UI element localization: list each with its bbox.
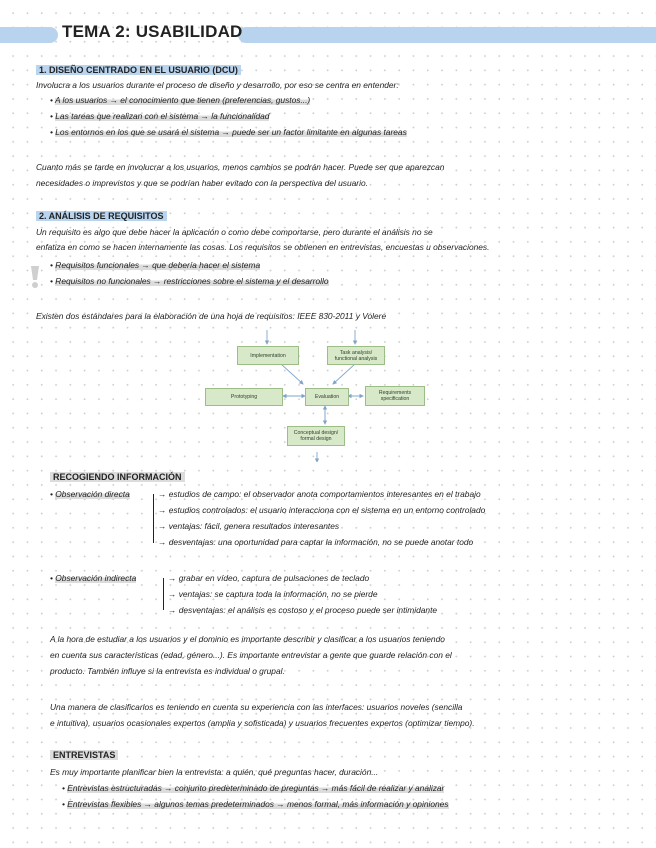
observacion-directa-label: • Observación directa — [50, 489, 130, 499]
diagram-box-requirements: Requirements specification — [365, 386, 425, 406]
usuarios-paragraph-line: en cuenta sus características (edad, género...). Es importante entrevistar a gente que guarde relación con el — [50, 650, 452, 660]
requisitos-intro-line: Un requisito es algo que debe hacer la aplicación o como debe comportarse, pero durante el análisis no se — [36, 227, 433, 237]
exclamation-icon — [28, 264, 42, 290]
dcu-paragraph-line: necesidades o imprevistos y que se podrían haber evitado con la perspectiva del usuario. — [36, 178, 368, 188]
standards-text: Existen dos estándares para la elaboración de una hoja de requisitos: IEEE 830-2011 y Volere — [36, 311, 387, 321]
design-cycle-diagram — [205, 330, 429, 462]
diagram-box-conceptual-design: Conceptual design/ formal design — [287, 426, 345, 446]
requisitos-bullet: • Requisitos funcionales → que debería hacer el sistema — [50, 260, 261, 270]
directa-item: → ventajas: fácil, genera resultados interesantes — [158, 521, 340, 531]
dcu-bullet: • A los usuarios → el conocimiento que tienen (preferencias, gustos...) — [50, 95, 311, 105]
directa-item: → desventajas: una oportunidad para captar la información, no se puede anotar todo — [158, 537, 474, 547]
clasificacion-paragraph-line: e intuitiva), usuarios ocasionales expertos (amplia y sofisticada) y usuarios frecuentes expertos (optimizar tiempo). — [50, 718, 475, 728]
indirecta-item: → desventajas: el análisis es costoso y el proceso puede ser intimidante — [168, 605, 438, 615]
diagram-box-prototyping: Prototyping — [205, 388, 283, 406]
requisitos-intro-line: enfatiza en como se hacen internamente las cosas. Los requisitos se obtienen en entrevistas, encuestas u observaciones. — [36, 242, 490, 252]
indirecta-item: → ventajas: se captura toda la información, no se pierde — [168, 589, 378, 599]
dcu-bullet: • Los entornos en los que se usará el sistema → puede ser un factor limitante en algunas tareas — [50, 127, 407, 137]
section-heading-recogiendo: RECOGIENDO INFORMACIÓN — [50, 472, 185, 482]
usuarios-paragraph-line: A la hora de estudiar a los usuarios y el dominio es importante describir y clasificar a los usuarios teniendo — [50, 634, 445, 644]
diagram-box-implementation: Implementation — [237, 346, 299, 365]
dcu-intro: Involucra a los usuarios durante el proceso de diseño y desarrollo, por eso se centra en entender: — [36, 80, 399, 90]
entrevistas-bullet: • Entrevistas estructuradas → conjunto predeterminado de preguntas → más fácil de realizar y analizar — [62, 783, 445, 793]
bracket-indirecta — [163, 578, 164, 610]
title-highlight-left — [0, 27, 58, 43]
entrevistas-intro: Es muy importante planificar bien la entrevista: a quién, qué preguntas hacer, duración... — [50, 767, 379, 777]
section-heading-requisitos: 2. ANÁLISIS DE REQUISITOS — [36, 211, 167, 221]
directa-item: → estudios controlados: el usuario interacciona con el sistema en un entorno controlado — [158, 505, 486, 515]
indirecta-item: → grabar en vídeo, captura de pulsaciones de teclado — [168, 573, 370, 583]
title-highlight-right — [238, 27, 656, 43]
directa-item: → estudios de campo: el observador anota comportamientos interesantes en el trabajo — [158, 489, 481, 499]
section-heading-dcu: 1. DISEÑO CENTRADO EN EL USUARIO (DCU) — [36, 65, 241, 75]
usuarios-paragraph-line: producto. También influye si la entrevista es individual o grupal. — [50, 666, 285, 676]
dcu-bullet: • Las tareas que realizan con el sistema → la funcionalidad — [50, 111, 270, 121]
diagram-box-task-analysis: Task analysis/ functional analysis — [327, 346, 385, 365]
entrevistas-bullet: • Entrevistas flexibles → algunos temas predeterminados → menos formal, más información y opiniones — [62, 799, 449, 809]
requisitos-bullet: • Requisitos no funcionales → restricciones sobre el sistema y el desarrollo — [50, 276, 329, 286]
clasificacion-paragraph-line: Una manera de clasificarlos es teniendo en cuenta su experiencia con las interfaces: usuarios noveles (sencilla — [50, 702, 463, 712]
diagram-box-evaluation: Evaluation — [305, 388, 349, 406]
section-heading-entrevistas: ENTREVISTAS — [50, 750, 118, 760]
bracket-directa — [153, 494, 154, 543]
observacion-indirecta-label: • Observación indirecta — [50, 573, 137, 583]
page-title: TEMA 2: USABILIDAD — [62, 22, 243, 41]
dcu-paragraph-line: Cuanto más se tarde en involucrar a los usuarios, menos cambios se podrán hacer. Puede ser que aparezcan — [36, 162, 445, 172]
